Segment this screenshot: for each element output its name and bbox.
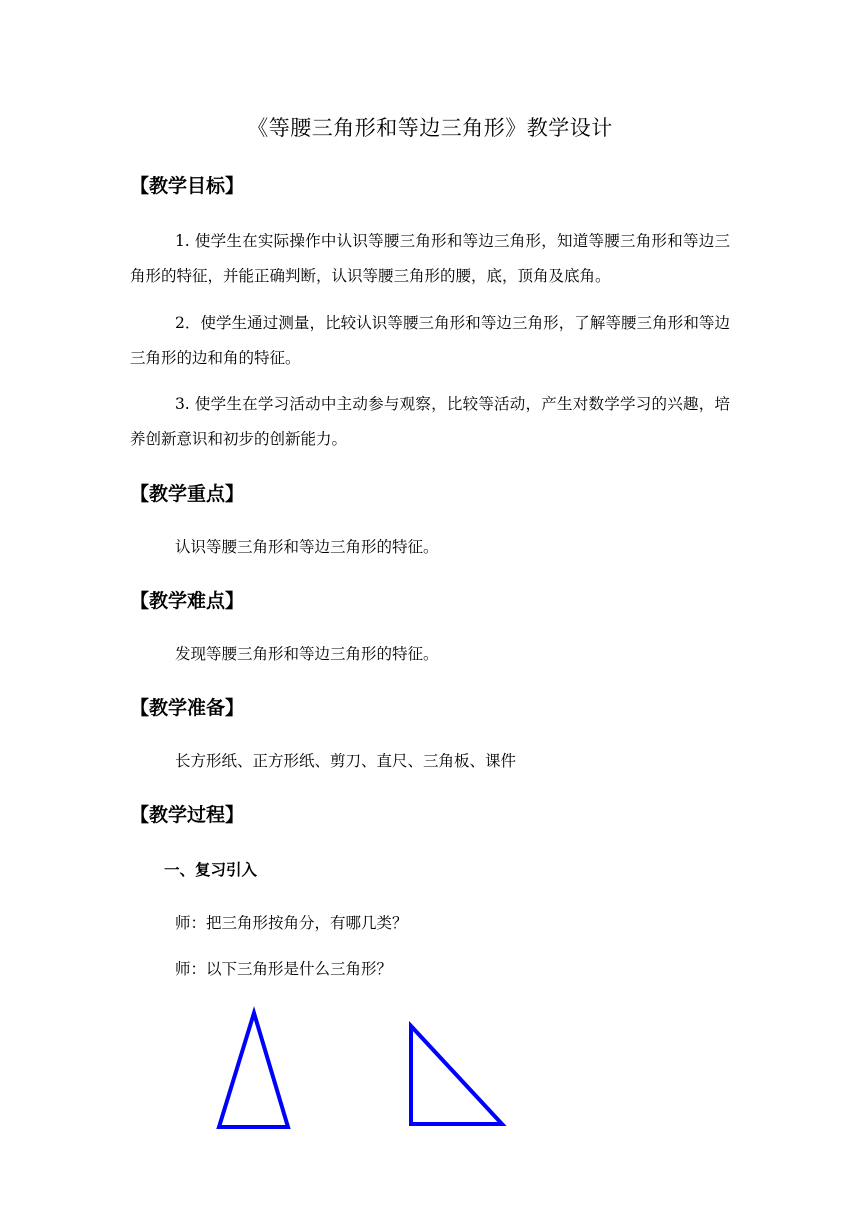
preparation-heading: 【教学准备】 [130, 697, 245, 719]
right-triangle [411, 1026, 502, 1124]
document-title: 《等腰三角形和等边三角形》教学设计 [247, 116, 613, 140]
process-heading: 【教学过程】 [130, 804, 245, 826]
difficulties-heading: 【教学难点】 [130, 590, 245, 612]
process-line-1: 师：把三角形按角分，有哪几类？ [175, 914, 408, 932]
difficulties-text: 发现等腰三角形和等边三角形的特征。 [175, 645, 439, 663]
objective-item-1: 1. 使学生在实际操作中认识等腰三角形和等边三角形，知道等腰三角形和等边三角形的特征，并能正确判断，认识等腰三角形的腰，底，顶角及底角。 [130, 232, 730, 285]
acute-triangle-figure [210, 1005, 300, 1135]
key-points-text: 认识等腰三角形和等边三角形的特征。 [175, 538, 439, 556]
acute-isosceles-triangle [219, 1013, 288, 1127]
objectives-heading: 【教学目标】 [130, 175, 245, 197]
preparation-text: 长方形纸、正方形纸、剪刀、直尺、三角板、课件 [175, 752, 517, 770]
objective-item-3: 3. 使学生在学习活动中主动参与观察，比较等活动，产生对数学学习的兴趣，培养创新意识和初步的创新能力。 [130, 395, 730, 448]
process-line-2: 师：以下三角形是什么三角形？ [175, 960, 393, 978]
objective-item-2: 2．使学生通过测量，比较认识等腰三角形和等边三角形，了解等腰三角形和等边三角形的边和角的特征。 [130, 314, 730, 367]
right-triangle-figure [400, 1015, 515, 1135]
key-points-heading: 【教学重点】 [130, 483, 245, 505]
process-subheading: 一、复习引入 [164, 861, 258, 879]
